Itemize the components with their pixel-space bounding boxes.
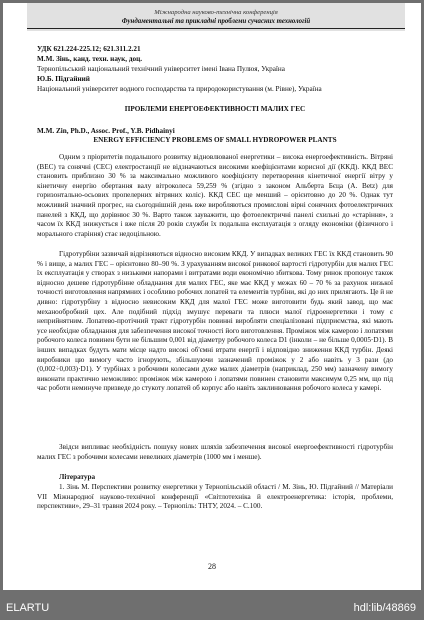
paragraph-2: Гідротурбіни зазвичай відрізняються відносно високим ККД. У випадках великих ГЕС їх ККД становить 90 % і вище, а малих ГЕС – орієнтовно 80–90 %. З урахуванням високої ринкової вартості гідротурбін для малих ГЕС їх експлуатація у створах з низькими напорами і витратами води економічно збиткова. Тому ринок пропонує також відносно дешеве гідротурбінне обладнання для малих ГЕС, яке має ККД у межах 60 – 70 % за рахунок низької точності виготовлення напрямних і особливо робочих лопатей та елементів турбіни, які до них прилягають. Це й не дивно: гідротурбіну з відносно невисоким ККД для малої ГЕС може виготовити будь який завод, що має механообробний цех. Але подібний підхід змушує переваги та плюси малої гідроенергетики і тому є неприйнятним. Лопатево-протічний тракт гідротурбін повинні виробляти спеціалізовані підприємства, які мають усе необхідне обладнання для забезпечення високої точності його виготовлення. Проміжок між камерою і лопатями робочого колеса повинен бути не більшим 0,001 від діаметру робочого колеса D1 (інколи – не більше 0,0005·D1). В інших випадках будуть мати місце надто високі об'ємні втрати енергії і відповідно зниження ККД турбін. Деякі виробники цю вимогу часто ігнорують, збільшуючи зазначений проміжок у 2 або навіть у 3 рази (до (0,002÷0,003)·D1). У турбінах з робочими колесами дуже малих діаметрів (наприклад, 250 мм) зазначену вимогу виконати практично неможливо: проміжок між камерою і лопатями повинен становити максимум 0,25 мм, що під час роботи неминуче призведе до стукоту лопатей об корпус або навіть заклинювання робочого колеса у камері.	[37, 250, 393, 393]
reference-item: 1. Зінь М. Перспективи розвитку енергетики у Тернопільській області / М. Зінь, Ю. Підгайний // Матеріали VII Міжнародної науково-технічної конференції «Світлотехніка й електроенергетика: історія, проблеми, перспективи», 29–31 травня 2024 року. – Тернопіль: ТНТУ, 2024. – С.100.	[37, 483, 393, 511]
conference-subtitle: Фундаментальні та прикладні проблеми сучасних технологій	[121, 18, 311, 25]
author-1-affiliation: Тернопільський національний технічний університет імені Івана Пулюя, Україна	[37, 65, 285, 73]
references-heading: Література	[59, 473, 96, 481]
document-page	[3, 3, 421, 590]
author-2-name: Ю.Б. Підгайний	[37, 75, 90, 83]
handle-label: hdl:lib/48869	[353, 602, 416, 614]
authors-english: M.M. Zin, Ph.D., Assoc. Prof., Y.B. Pidhainyi	[37, 127, 175, 135]
udk-code: УДК 621.224-225.12; 621.311.2.21	[37, 45, 141, 53]
repository-label: ELARTU	[6, 602, 50, 614]
paragraph-3: Звідси випливає необхідність пошуку нових шляхів забезпечення високої енергоефективності гідротурбін малих ГЕС з робочими колесами невеликих діаметрів (1000 мм і менше).	[37, 443, 393, 461]
conference-title: Міжнародна науково-технічна конференція	[154, 9, 278, 16]
title-ukrainian: ПРОБЛЕМИ ЕНЕРГОЕФЕКТИВНОСТІ МАЛИХ ГЕС	[124, 105, 306, 113]
author-2-affiliation: Національний університет водного господарства та природокористування (м. Рівне), Україна	[37, 85, 322, 93]
page-number: 28	[208, 562, 216, 571]
running-header	[27, 3, 405, 31]
author-1-name: М.М. Зінь, канд. техн. наук, доц.	[37, 55, 143, 63]
paragraph-1: Одним з пріоритетів подальшого розвитку відновлюваної енергетики – висока енергоефективність. Вітряні (ВЕС) та сонячні (СЕС) електростанції не відзначаються високими коефіцієнтами корисної дії (ККД). ККД ВЕС становить приблизно 30 % за максимально можливого коефіцієнту перетворення кінетичної енергії вітру у кінетичну енергію обертання валу вітроколеса 59,259 % (згідно з законом Альберта Бєца (A. Betz) для горизонтально-осьових пропелерних вітряних коліс). ККД СЕС ще менший – орієнтовно до 20 %. Однак тут можливий значний прогрес, на сьогоднішній день вже виробляються промислові вірні сонячних фотоелектричних панелей з ККД, що дорівнює 30 %. Варто також зауважити, що фотоелектричні панелі схильні до «старіння», з часом їх ККД знижується і вже після 20 років служби їх подальша експлуатація з огляду економіки (фізичного і морального старіння) стає недоцільною.	[37, 153, 393, 238]
footer-bar	[0, 590, 424, 620]
title-english: ENERGY EFFICIENCY PROBLEMS OF SMALL HYDROPOWER PLANTS	[93, 136, 337, 144]
header-rule	[27, 28, 405, 29]
